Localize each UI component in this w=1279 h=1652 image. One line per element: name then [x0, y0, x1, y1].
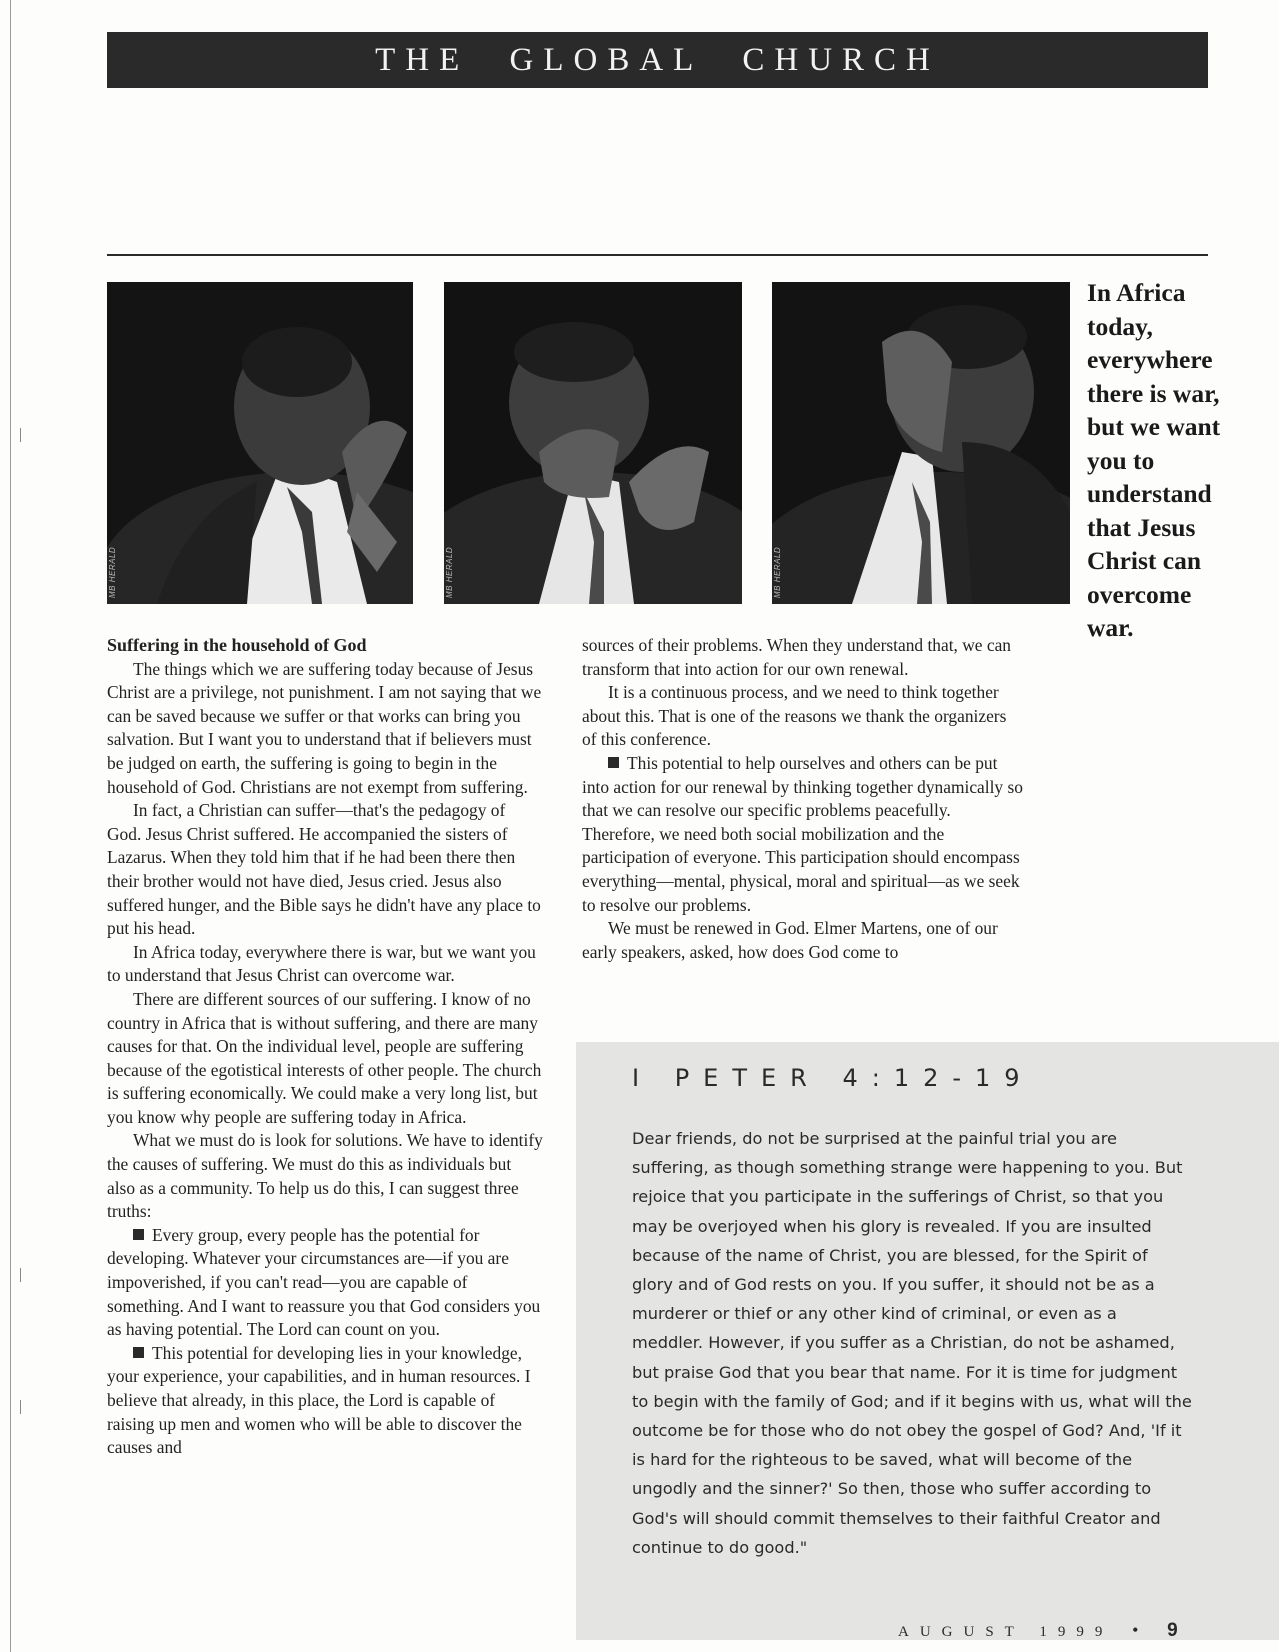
scripture-reference: I PETER 4:12-19	[632, 1064, 1034, 1092]
footer-bullet: •	[1132, 1620, 1139, 1640]
section-header-bar	[107, 32, 1208, 88]
scripture-box	[576, 1042, 1279, 1640]
article-paragraph: It is a continuous process, and we need to think together about this. That is one of the reasons we thank the organizers of this conference.	[582, 682, 1007, 750]
page-number: 9	[1167, 1620, 1178, 1641]
bullet-text: Every group, every people has the potential for developing. Whatever your circumstances are—if you are impoverished, if you can't read—you are capable of something. And I want to reassure you that God considers you as having potential. The Lord can count on you.	[107, 1224, 541, 1340]
article-column-2	[582, 634, 1025, 964]
photo-credit: MB HERALD	[773, 546, 782, 598]
article-paragraph: In fact, a Christian can suffer—that's the pedagogy of God. Jesus Christ suffered. He accompanied the sisters of Lazarus. When they told him that if he had been there then their brother would not have died, Jesus cried. Jesus also suffered hunger, and the Bible says he didn't have any place to put his head.	[107, 800, 541, 939]
square-bullet-icon	[608, 757, 619, 768]
bullet-text: This potential to help ourselves and others can be put into action for our renewal by thinking together dynamically so that we can resolve our specific problems peacefully. Therefore, we need both social mobilization and the participation of everyone. This participation should encompass everything—mental, physical, moral and spiritual—as we seek to resolve our problems.	[582, 752, 1023, 915]
article-bullet-paragraph	[582, 752, 1025, 917]
section-title: THE GLOBAL CHURCH	[375, 41, 940, 78]
speaker-photo-2	[444, 282, 742, 604]
page-footer	[898, 1620, 1178, 1642]
bullet-text: This potential for developing lies in your knowledge, your experience, your capabilities, and in human resources. I believe that already, in this place, the Lord is capable of raising up men and women who will be able to discover the causes and	[107, 1342, 531, 1458]
square-bullet-icon	[133, 1347, 144, 1358]
page-edge-line	[10, 0, 11, 1652]
speaker-photo-1	[107, 282, 413, 604]
photo-credit: MB HERALD	[445, 546, 454, 598]
article-paragraph: In Africa today, everywhere there is war, but we want you to understand that Jesus Christ can overcome war.	[107, 941, 536, 986]
article-paragraph: sources of their problems. When they understand that, we can transform that into action for our own renewal.	[582, 635, 1011, 679]
square-bullet-icon	[133, 1229, 144, 1240]
scripture-text: Dear friends, do not be surprised at the painful trial you are suffering, as though something strange were happening to you. But rejoice that you participate in the sufferings of Christ, so that you may be overjoyed when his glory is revealed. If you are insulted because of the name of Christ, you are blessed, for the Spirit of glory and of God rests on you. If you suffer, it should not be as a murderer or thief or any other kind of criminal, or even as a meddler. However, if you suffer as a Christian, do not be ashamed, but praise God that you bear that name. For it is time for judgment to begin with the family of God; and if it begins with us, what will the outcome be for those who do not obey the gospel of God? And, 'If it is hard for the righteous to be saved, what will become of the ungodly and the sinner?' So then, those who suffer according to God's will should commit themselves to their faithful Creator and continue to do good."	[632, 1129, 1192, 1557]
article-paragraph: We must be renewed in God. Elmer Martens, one of our early speakers, asked, how does God come to	[582, 918, 998, 962]
article-heading: Suffering in the household of God	[107, 635, 367, 655]
speaker-photo-3	[772, 282, 1070, 604]
header-rule	[107, 254, 1208, 256]
article-paragraph: What we must do is look for solutions. We have to identify the causes of suffering. We must do this as individuals but also as a community. To help us do this, I can suggest three truths:	[107, 1130, 543, 1222]
page-edge-tick	[20, 1400, 21, 1414]
article-paragraph: There are different sources of our suffering. I know of no country in Africa that is without suffering, and there are many causes for that. On the individual level, people are suffering because of the egotistical interests of other people. The church is suffering economically. We could make a very long list, but you know why people are suffering today in Africa.	[107, 988, 542, 1127]
article-paragraph: The things which we are suffering today because of Jesus Christ are a privilege, not punishment. I am not saying that we can be saved because we suffer or that works can bring you salvation. But I want you to understand that if believers must be judged on earth, the suffering is going to begin in the household of God. Christians are not exempt from suffering.	[107, 658, 542, 797]
pull-quote: In Africa today, everywhere there is war, but we want you to understand that Jesus Christ can overcome war.	[1087, 278, 1221, 642]
article-bullet-paragraph	[107, 1342, 543, 1460]
page-edge-tick	[20, 1268, 21, 1282]
page-edge-tick	[20, 428, 21, 442]
photo-credit: MB HERALD	[108, 546, 117, 598]
article-column-1	[107, 634, 543, 1460]
issue-date: AUGUST 1999	[898, 1624, 1114, 1640]
article-bullet-paragraph	[107, 1224, 543, 1342]
